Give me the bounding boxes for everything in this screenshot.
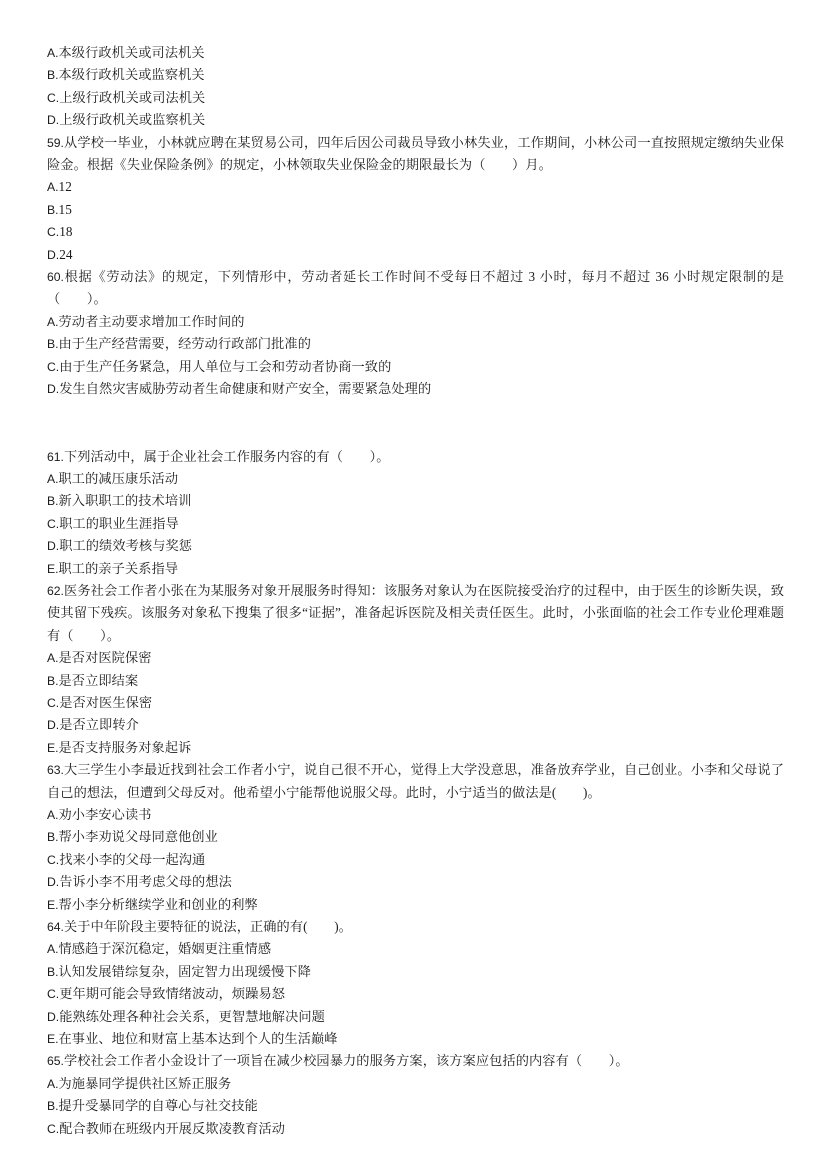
option-marker: A. <box>47 1076 59 1091</box>
question-stem-text: 大三学生小李最近找到社会工作者小宁，说自己很不开心，觉得上大学没意思，准备放弃学业，自己创业。小李和父母说了自己的想法，但遭到父母反对。他希望小宁能帮他说服父母。此时，小宁适当的做法是( )。 <box>47 762 784 800</box>
option-line <box>47 109 784 131</box>
option-line <box>47 849 784 871</box>
question-stem <box>47 266 784 311</box>
option-line <box>47 42 784 64</box>
option-line <box>47 894 784 916</box>
option-text: 是否支持服务对象起诉 <box>58 739 192 755</box>
option-marker: C. <box>47 1121 60 1136</box>
option-text: 24 <box>59 246 73 262</box>
option-line <box>47 513 784 535</box>
option-marker: C. <box>47 359 60 374</box>
option-line <box>47 804 784 826</box>
option-marker: D. <box>47 382 60 397</box>
option-text: 提升受暴同学的自尊心与社交技能 <box>58 1098 258 1114</box>
option-text: 是否对医生保密 <box>59 694 153 710</box>
option-line <box>47 961 784 983</box>
option-marker: A. <box>47 471 59 486</box>
option-marker: B. <box>47 673 59 688</box>
question-stem <box>47 916 784 938</box>
question-stem <box>47 759 784 804</box>
option-text: 是否对医院保密 <box>58 650 152 666</box>
question-stem-text: 下列活动中，属于企业社会工作服务内容的有（ ）。 <box>63 448 390 464</box>
question-stem <box>47 132 784 177</box>
option-line <box>47 938 784 960</box>
option-marker: E. <box>47 1032 59 1047</box>
option-line <box>47 647 784 669</box>
option-marker: B. <box>47 964 59 979</box>
option-line <box>47 1006 784 1028</box>
option-line <box>47 490 784 512</box>
option-marker: D. <box>47 113 60 128</box>
question-number: 63. <box>47 763 64 778</box>
option-text: 12 <box>58 179 72 195</box>
option-text: 帮小李劝说父母同意他创业 <box>58 829 218 845</box>
option-line <box>47 737 784 759</box>
option-text: 上级行政机关或司法机关 <box>59 89 206 105</box>
question-number: 65. <box>47 1054 64 1069</box>
option-line <box>47 1028 784 1050</box>
option-line <box>47 311 784 333</box>
section-gap <box>47 401 784 446</box>
option-line <box>47 64 784 86</box>
option-marker: D. <box>47 718 60 733</box>
question-number: 60. <box>47 270 64 285</box>
option-marker: A. <box>47 942 59 957</box>
option-marker: A. <box>47 808 59 822</box>
question-60 <box>47 266 784 400</box>
option-marker: B. <box>47 494 59 509</box>
question-63 <box>47 759 784 916</box>
option-marker: D. <box>47 247 60 262</box>
question-62 <box>47 580 784 759</box>
option-marker: D. <box>47 875 60 890</box>
option-text: 职工的绩效考核与奖惩 <box>59 538 193 554</box>
option-text: 是否立即转介 <box>59 717 139 733</box>
option-line <box>47 535 784 557</box>
option-marker: B. <box>47 202 59 217</box>
option-line <box>47 468 784 490</box>
option-text: 本级行政机关或监察机关 <box>58 67 205 83</box>
option-marker: C. <box>47 90 60 105</box>
question-65 <box>47 1050 784 1140</box>
question-stem-text: 学校社会工作者小金设计了一项旨在减少校园暴力的服务方案，该方案应包括的内容有（ ）。 <box>63 1053 629 1069</box>
question-number: 59. <box>47 135 64 150</box>
question-number: 61. <box>47 449 64 464</box>
option-line <box>47 356 784 378</box>
option-text: 情感趋于深沉稳定，婚姻更注重情感 <box>58 941 272 957</box>
option-text: 职工的减压康乐活动 <box>58 470 179 486</box>
option-marker: B. <box>47 337 59 352</box>
option-marker: A. <box>47 180 59 195</box>
question-number: 64. <box>47 920 64 935</box>
option-line <box>47 221 784 243</box>
option-line <box>47 1095 784 1117</box>
option-text: 帮小李分析继续学业和创业的利弊 <box>58 896 258 912</box>
option-text: 找来小李的父母一起沟通 <box>59 851 206 867</box>
option-line <box>47 714 784 736</box>
option-marker: C. <box>47 695 60 710</box>
option-line <box>47 826 784 848</box>
question-61 <box>47 446 784 580</box>
option-marker: E. <box>47 561 59 576</box>
question-stem-text: 从学校一毕业，小林就应聘在某贸易公司，四年后因公司裁员导致小林失业，工作期间，小林公司一直按照规定缴纳失业保险金。根据《失业保险条例》的规定，小林领取失业保险金的期限最长为（ ）月。 <box>47 134 784 173</box>
option-text: 由于生产任务紧急，用人单位与工会和劳动者协商一致的 <box>59 358 392 374</box>
option-text: 发生自然灾害威胁劳动者生命健康和财产安全，需要紧急处理的 <box>59 381 432 397</box>
option-line <box>47 378 784 400</box>
option-marker: E. <box>47 740 59 755</box>
option-text: 新入职职工的技术培训 <box>58 493 192 509</box>
option-line <box>47 1073 784 1095</box>
option-text: 认知发展错综复杂，固定智力出现缓慢下降 <box>58 963 311 979</box>
option-line <box>47 87 784 109</box>
option-text: 为施暴同学提供社区矫正服务 <box>58 1075 232 1091</box>
option-marker: A. <box>47 46 59 60</box>
option-marker: B. <box>47 830 59 845</box>
option-text: 劝小李安心读书 <box>58 807 152 822</box>
option-marker: D. <box>47 539 60 554</box>
option-text: 配合教师在班级内开展反欺凌教育活动 <box>59 1120 286 1136</box>
option-text: 15 <box>58 201 72 217</box>
exam-question-list <box>47 42 784 1140</box>
option-line <box>47 1118 784 1140</box>
question-59 <box>47 132 784 266</box>
option-text: 职工的亲子关系指导 <box>58 560 179 576</box>
question-stem <box>47 580 784 647</box>
question-stem <box>47 1050 784 1072</box>
option-marker: B. <box>47 68 59 83</box>
option-line <box>47 670 784 692</box>
option-text: 劳动者主动要求增加工作时间的 <box>58 313 245 329</box>
option-line <box>47 871 784 893</box>
option-marker: C. <box>47 852 60 867</box>
option-marker: A. <box>47 651 59 666</box>
option-line <box>47 558 784 580</box>
option-text: 能熟练处理各种社会关系，更智慧地解决问题 <box>59 1008 325 1024</box>
option-text: 更年期可能会导致情绪波动，烦躁易怒 <box>59 986 286 1002</box>
option-line <box>47 333 784 355</box>
option-text: 告诉小李不用考虑父母的想法 <box>59 874 232 890</box>
option-line <box>47 176 784 198</box>
option-marker: D. <box>47 1009 60 1024</box>
option-line <box>47 199 784 221</box>
option-line <box>47 692 784 714</box>
option-marker: C. <box>47 987 60 1002</box>
question-stem <box>47 446 784 468</box>
option-text: 是否立即结案 <box>58 672 139 688</box>
question-64 <box>47 916 784 1050</box>
option-text: 由于生产经营需要，经劳动行政部门批准的 <box>58 336 311 352</box>
option-text: 18 <box>59 224 73 240</box>
question-stem-text: 医务社会工作者小张在为某服务对象开展服务时得知：该服务对象认为在医院接受治疗的过程中，由于医生的诊断失误，致使其留下残疾。该服务对象私下搜集了很多“证据”，准备起诉医院及相关责任医生。此时，小张面临的社会工作专业伦理难题有（ ）。 <box>47 582 784 643</box>
option-marker: C. <box>47 225 60 240</box>
option-marker: C. <box>47 516 60 531</box>
option-marker: E. <box>47 897 59 912</box>
option-text: 本级行政机关或司法机关 <box>58 45 205 60</box>
option-text: 职工的职业生涯指导 <box>59 515 179 531</box>
question-number: 62. <box>47 583 64 598</box>
option-line <box>47 244 784 266</box>
option-marker: B. <box>47 1099 59 1114</box>
option-text: 在事业、地位和财富上基本达到个人的生活巅峰 <box>58 1031 338 1047</box>
question-stem-text: 关于中年阶段主要特征的说法，正确的有( )。 <box>63 919 352 935</box>
option-text: 上级行政机关或监察机关 <box>59 112 206 128</box>
orphan-option-group <box>47 42 784 132</box>
option-marker: A. <box>47 314 59 329</box>
option-line <box>47 983 784 1005</box>
question-stem-text: 根据《劳动法》的规定，下列情形中，劳动者延长工作时间不受每日不超过 3 小时，每月不超过 36 小时规定限制的是（ ）。 <box>47 269 784 307</box>
